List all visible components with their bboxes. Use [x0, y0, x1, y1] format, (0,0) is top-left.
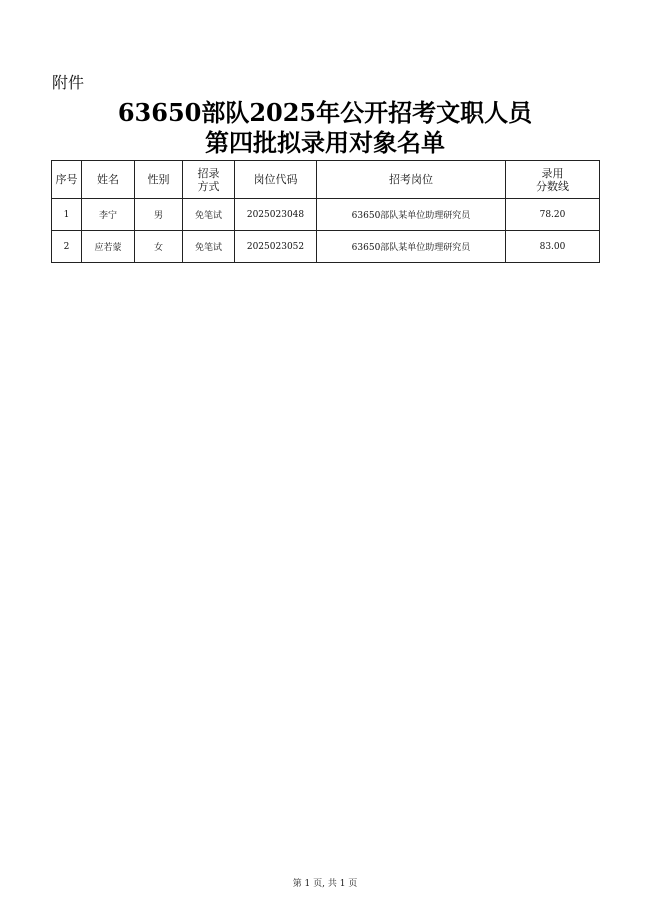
table-row: [52, 199, 600, 231]
header-score: [506, 161, 600, 199]
attachment-label: 附件: [52, 73, 85, 92]
document-title-line1: 63650部队2025年公开招考文职人员: [117, 98, 533, 127]
cell-method: 免笔试: [183, 231, 235, 263]
table-row: [52, 231, 600, 263]
cell-post: 63650部队某单位助理研究员: [317, 231, 506, 263]
header-name: 姓名: [82, 161, 135, 199]
cell-gender: 女: [135, 231, 183, 263]
header-method-line1: 招录: [197, 166, 220, 180]
page-footer: 第 1 页, 共 1 页: [292, 879, 358, 889]
header-method-line2: 方式: [197, 179, 220, 193]
header-gender: 性别: [135, 161, 183, 199]
cell-score: 78.20: [506, 199, 600, 231]
cell-score: 83.00: [506, 231, 600, 263]
cell-seq: 1: [52, 199, 82, 231]
cell-post-code: 2025023048: [235, 199, 317, 231]
header-post-code: 岗位代码: [235, 161, 317, 199]
recruitment-table: [51, 160, 600, 263]
header-score-line2: 分数线: [536, 179, 569, 193]
header-post: 招考岗位: [317, 161, 506, 199]
cell-name: 李宁: [82, 199, 135, 231]
cell-post: 63650部队某单位助理研究员: [317, 199, 506, 231]
header-score-line1: 录用: [541, 166, 564, 180]
cell-method: 免笔试: [183, 199, 235, 231]
document-title-line2: 第四批拟录用对象名单: [205, 128, 445, 157]
cell-seq: 2: [52, 231, 82, 263]
cell-name: 应若蒙: [82, 231, 135, 263]
cell-gender: 男: [135, 199, 183, 231]
cell-post-code: 2025023052: [235, 231, 317, 263]
header-seq: 序号: [52, 161, 82, 199]
header-method: [183, 161, 235, 199]
table-header-row: [52, 161, 600, 199]
